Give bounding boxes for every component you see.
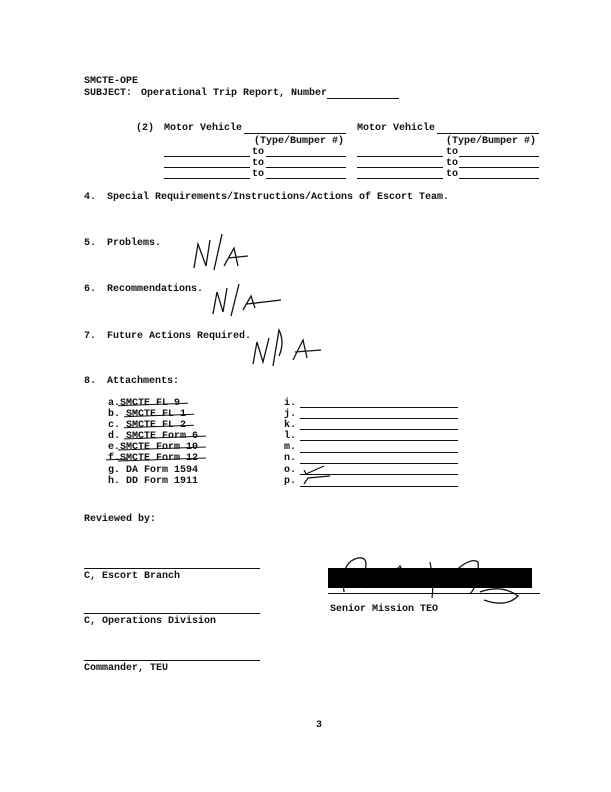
vehicle-to-line [266,167,346,168]
attachment-p-label: p. [284,476,297,487]
attachment-text-struck: SMCTE FL 1 [126,409,187,420]
to-label: to [252,169,265,180]
vehicle-from-line [164,156,250,157]
attachment-letter: h. [108,476,121,487]
motor-vehicle-line-1 [244,133,346,134]
attachment-m-line [300,452,458,453]
subject-text: Operational Trip Report, Number [141,88,328,99]
attachment-f [108,453,198,465]
item-7-number: 7. [84,331,97,342]
signature-line-operations-division [84,613,260,614]
vehicle-from-line [357,178,443,179]
vehicle-to-line [459,156,539,157]
motor-vehicle-label-2: Motor Vehicle [357,123,436,134]
type-bumper-label-2: (Type/Bumper #) [446,136,537,147]
attachment-i-label: i. [284,398,297,409]
to-label: to [252,147,265,158]
attachment-j-line [300,418,458,419]
item-4-number: 4. [84,192,97,203]
operations-division-label: C, Operations Division [84,616,217,627]
attachment-h [108,476,198,488]
attachment-text: DA Form 1594 [126,465,199,476]
attachment-m-label: m. [284,442,297,453]
report-number-line [327,98,399,99]
vehicle-from-line [164,167,250,168]
attachment-letter: d. [108,431,121,442]
attachment-l-label: l. [284,431,297,442]
signature-line-escort-branch [84,568,260,569]
motor-vehicle-label-1: Motor Vehicle [164,123,243,134]
vehicle-to-line [459,178,539,179]
checkmark-icon [300,464,340,488]
attachment-j-label: j. [284,409,297,420]
signature-line-commander [84,660,260,661]
page-number: 3 [316,720,323,731]
signature-line-senior-mission [328,593,540,594]
item-6-number: 6. [84,284,97,295]
to-label: to [252,158,265,169]
vehicle-to-line [459,167,539,168]
attachment-letter: c. [108,420,121,431]
handwritten-answer-7 [249,326,329,370]
office-symbol: SMCTE-OPE [84,76,139,87]
vehicle-from-line [164,178,250,179]
item-5-label: Problems. [107,238,162,249]
attachment-text-struck: SMCTE FL 9 [120,398,181,409]
to-label: to [446,158,459,169]
section-2-number: (2) [136,123,155,134]
escort-branch-label: C, Escort Branch [84,571,181,582]
vehicle-from-line [357,167,443,168]
attachment-letter-struck: f. [108,453,121,464]
item-7-label: Future Actions Required. [107,331,252,342]
attachment-i-line [300,407,458,408]
item-5-number: 5. [84,238,97,249]
redaction-bar [328,568,532,588]
to-label: to [446,147,459,158]
attachment-text-struck: SMCTE Form 12 [120,453,199,464]
attachment-letter: e. [108,442,121,453]
attachment-k-line [300,429,458,430]
attachment-l-line [300,440,458,441]
subject-label: SUBJECT: [84,88,133,99]
commander-label: Commander, TEU [84,663,169,674]
attachment-letter: g. [108,465,121,476]
item-6-label: Recommendations. [107,284,204,295]
reviewed-by-label: Reviewed by: [84,514,157,525]
attachment-k-label: k. [284,420,297,431]
attachment-text: DD Form 1911 [126,476,199,487]
handwritten-answer-6 [207,278,287,320]
attachment-text-struck: SMCTE FL 2 [126,420,187,431]
vehicle-to-line [266,178,346,179]
item-4-label: Special Requirements/Instructions/Actions of Escort Team. [107,192,450,203]
attachment-letter: a. [108,398,121,409]
attachment-letter: b. [108,409,121,420]
attachment-text-struck: SMCTE Form 6 [126,431,199,442]
type-bumper-label-1: (Type/Bumper #) [254,136,345,147]
vehicle-from-line [357,156,443,157]
attachment-n-label: n. [284,453,297,464]
motor-vehicle-line-2 [437,133,539,134]
item-8-label: Attachments: [107,376,180,387]
attachment-o-label: o. [284,465,297,476]
senior-mission-label: Senior Mission TEO [330,604,439,615]
item-8-number: 8. [84,376,97,387]
attachment-text-struck: SMCTE Form 10 [120,442,199,453]
vehicle-to-line [266,156,346,157]
to-label: to [446,169,459,180]
handwritten-answer-5 [188,228,258,274]
